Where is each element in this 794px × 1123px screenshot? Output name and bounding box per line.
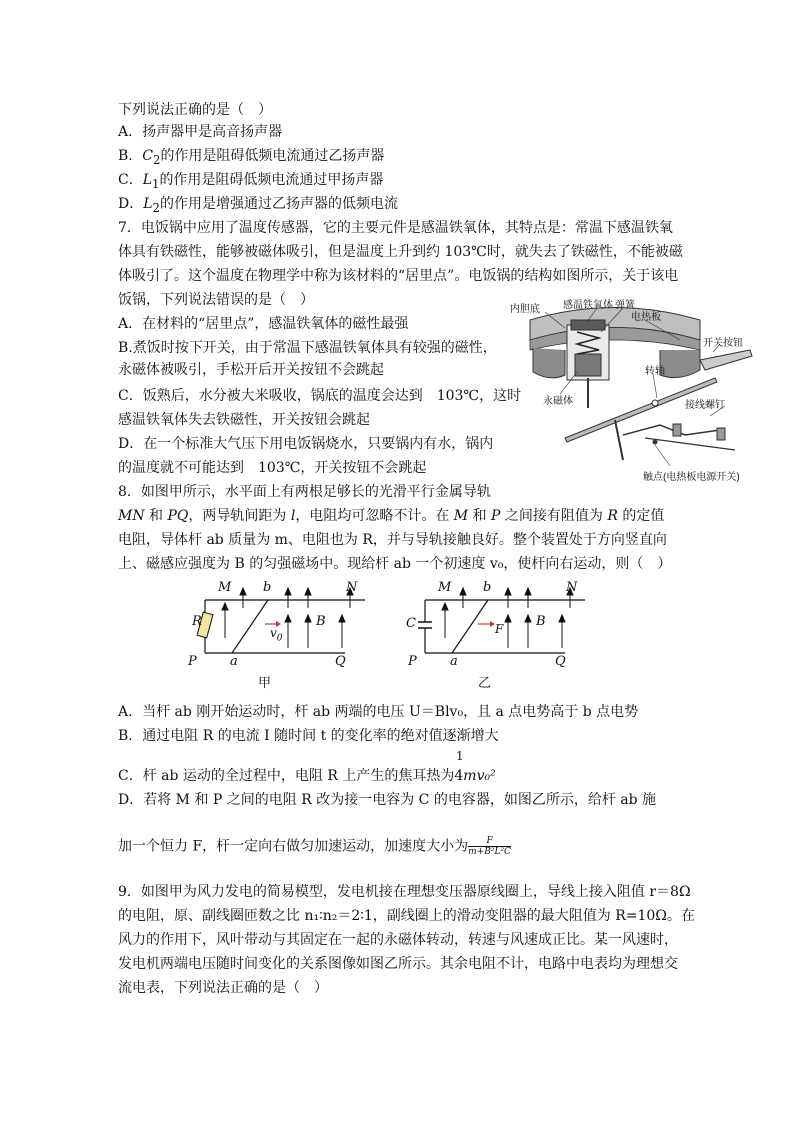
q6-option-c	[118, 170, 383, 194]
q6-b-var: C	[142, 148, 154, 164]
q9-line2: 的电阻，原、副线圈匝数之比 n₁∶n₂＝2∶1，副线圈上的滑动变阻器的最大阻值为 R=10Ω。在	[118, 908, 695, 924]
q8-d2-text: 加一个恒力 F，杆一定向右做匀加速运动，加速度大小为	[118, 838, 469, 855]
fig-b-caption: 乙	[478, 676, 492, 691]
rice-cooker-figure	[505, 290, 780, 485]
q6-c-label: C．	[118, 172, 143, 188]
q7-option-d1: D．在一个标准大气压下用电饭锅烧水，只要锅内有水，锅内	[118, 436, 494, 452]
label-inner-pot: 内胆底	[510, 304, 540, 315]
q8-c-frac-num: 1	[456, 749, 464, 763]
fig-a-v-sub: 0	[276, 633, 283, 644]
fig-b-label-n: N	[566, 580, 578, 595]
q6-b-sub: 2	[153, 152, 161, 167]
label-screw: 接线螺钉	[685, 400, 725, 411]
q8-option-a: A．当杆 ab 刚开始运动时，杆 ab 两端的电压 U＝Blv₀，且 a 点电势高于 b 点电势	[118, 704, 639, 720]
q6-c-sub: 1	[152, 176, 160, 191]
q6-d-text: 的作用是增强通过乙扬声器的低频电流	[159, 196, 398, 212]
fig-b-label-a: a	[450, 654, 458, 669]
fig-a-label-r: R	[192, 614, 202, 629]
fig-a-label-v0	[270, 626, 283, 643]
label-heater: 电热板	[631, 312, 661, 323]
q7-option-c1: C．饭熟后，水分被大米吸收，锅底的温度会达到 103℃，这时	[118, 388, 522, 404]
fig-b-label-b-field: B	[536, 614, 546, 629]
fig-b-label-q: Q	[555, 654, 566, 669]
q6-b-text: 的作用是阻碍低频电流通过乙扬声器	[160, 148, 385, 164]
q8-figure-a	[180, 578, 380, 691]
q9-line4: 发电机两端电压随时间变化的关系图像如图乙所示。其余电阻不计，电路中电表均为理想交	[118, 956, 678, 972]
q8-t2: ，两导轨间距为	[188, 508, 291, 524]
q9-line1: 9．如图甲为风力发电的简易模型，发电机接在理想变压器原线圈上，导线上接入阻值 r＝8Ω	[118, 884, 691, 900]
q7-line3: 体吸引了。这个温度在物理学中称为该材料的“居里点”。电饭锅的结构如图所示，关于该电	[118, 268, 679, 284]
q6-option-a: A．扬声器甲是高音扬声器	[118, 124, 283, 140]
q8-m: M	[453, 508, 469, 524]
q6-d-var: L	[143, 196, 153, 212]
label-shaft: 转轴	[645, 366, 665, 377]
q8-r: R	[607, 508, 618, 524]
q8-pq: PQ	[167, 508, 189, 524]
q6-c-var: L	[142, 172, 153, 188]
label-magnet: 永磁体	[543, 396, 573, 407]
q8-c-tail: mv₀²	[463, 768, 496, 784]
label-switch-button: 开关按钮	[703, 338, 743, 349]
q8-figure-b	[400, 578, 600, 691]
q6-c-text: 的作用是阻碍低频电流通过甲扬声器	[159, 172, 384, 188]
q8-d-fraction	[468, 836, 511, 857]
q8-t4: 和	[468, 508, 492, 524]
q8-t6: 的定值	[617, 508, 665, 524]
q6-option-b	[118, 146, 384, 170]
fig-a-v: v	[270, 626, 277, 640]
q6-stem-end: 下列说法正确的是（ ）	[118, 102, 272, 118]
q8-line1: 8．如图甲所示，水平面上有两根足够长的光滑平行金属导轨	[118, 484, 491, 500]
fig-a-label-b: b	[263, 580, 272, 595]
label-spring: 弹簧	[615, 300, 635, 311]
q9-line5: 流电表，下列说法正确的是（ ）	[118, 980, 328, 996]
q8-l: l	[290, 508, 296, 524]
q9-line3: 风力的作用下，风叶带动与其固定在一起的永磁体转动，转速与风速成正比。某一风速时，	[118, 932, 678, 948]
q6-option-d	[118, 194, 398, 218]
q8-mn: MN	[118, 508, 145, 524]
fig-b-label-m: M	[438, 580, 452, 595]
q8-c-frac-den: 4	[454, 768, 464, 784]
q7-option-b1: B.煮饭时按下开关，由于常温下感温铁氧体具有较强的磁性，	[118, 340, 497, 356]
q7-option-a: A．在材料的“居里点”，感温铁氧体的磁性最强	[118, 316, 409, 332]
q8-p: P	[491, 508, 501, 524]
q7-line1: 7．电饭锅中应用了温度传感器，它的主要元件是感温铁氧体，其特点是：常温下感温铁氧	[118, 220, 673, 236]
fig-b-label-b: b	[483, 580, 492, 595]
q8-line2	[118, 506, 664, 526]
q8-t5: 之间接有阻值为	[500, 508, 608, 524]
q7-option-d2: 的温度就不可能达到 103℃，开关按钮不会跳起	[118, 460, 427, 476]
q8-option-d1: D．若将 M 和 P 之间的电阻 R 改为接一电容为 C 的电容器，如图乙所示，给杆 ab 施	[118, 792, 657, 808]
fig-b-label-c: C	[406, 616, 416, 631]
fig-a-caption: 甲	[258, 676, 272, 691]
q8-option-b: B．通过电阻 R 的电流 I 随时间 t 的变化率的绝对值逐渐增大	[118, 728, 499, 744]
q8-line3: 电阻，导体杆 ab 质量为 m、电阻也为 R，并与导轨接触良好。整个装置处于方向竖直向	[118, 532, 667, 548]
q8-option-c	[118, 766, 496, 786]
q7-line4: 饭锅，下列说法错误的是（ ）	[118, 292, 314, 308]
fig-a-label-b-field: B	[316, 614, 326, 629]
fig-a-label-a: a	[230, 654, 238, 669]
fig-a-label-n: N	[346, 580, 358, 595]
q8-option-d2	[118, 836, 511, 857]
q8-c-text: C．杆 ab 运动的全过程中，电阻 R 上产生的焦耳热为	[118, 768, 455, 784]
q8-line4: 上、磁感应强度为 B 的匀强磁场中。现给杆 ab 一个初速度 v₀，使杆向右运动，则（ ）	[118, 556, 672, 572]
fig-a-label-q: Q	[335, 654, 346, 669]
fig-b-label-p: P	[408, 654, 417, 669]
q6-d-label: D．	[118, 196, 144, 212]
q8-t1: 和	[144, 508, 168, 524]
q8-t3: ，电阻均可忽略不计。在	[295, 508, 454, 524]
q6-b-label: B．	[118, 148, 143, 164]
q7-option-c2: 感温铁氧体失去铁磁性，开关按钮会跳起	[118, 412, 370, 428]
q8-d-den: m+B²L²C	[468, 847, 511, 857]
fig-a-label-m: M	[218, 580, 232, 595]
q7-option-b2: 永磁体被吸引，手松开后开关按钮不会跳起	[118, 362, 384, 378]
fig-b-label-f: F	[495, 622, 504, 636]
fig-a-label-p: P	[188, 654, 197, 669]
q7-line2: 体具有铁磁性，能够被磁体吸引，但是温度上升到约 103℃时，就失去了铁磁性，不能被磁	[118, 244, 683, 260]
label-ferrite: 感温铁氧体	[563, 300, 613, 311]
q6-d-sub: 2	[152, 200, 160, 215]
label-contact: 触点(电热板电源开关)	[643, 472, 740, 483]
q8-d-num: F	[468, 836, 511, 847]
